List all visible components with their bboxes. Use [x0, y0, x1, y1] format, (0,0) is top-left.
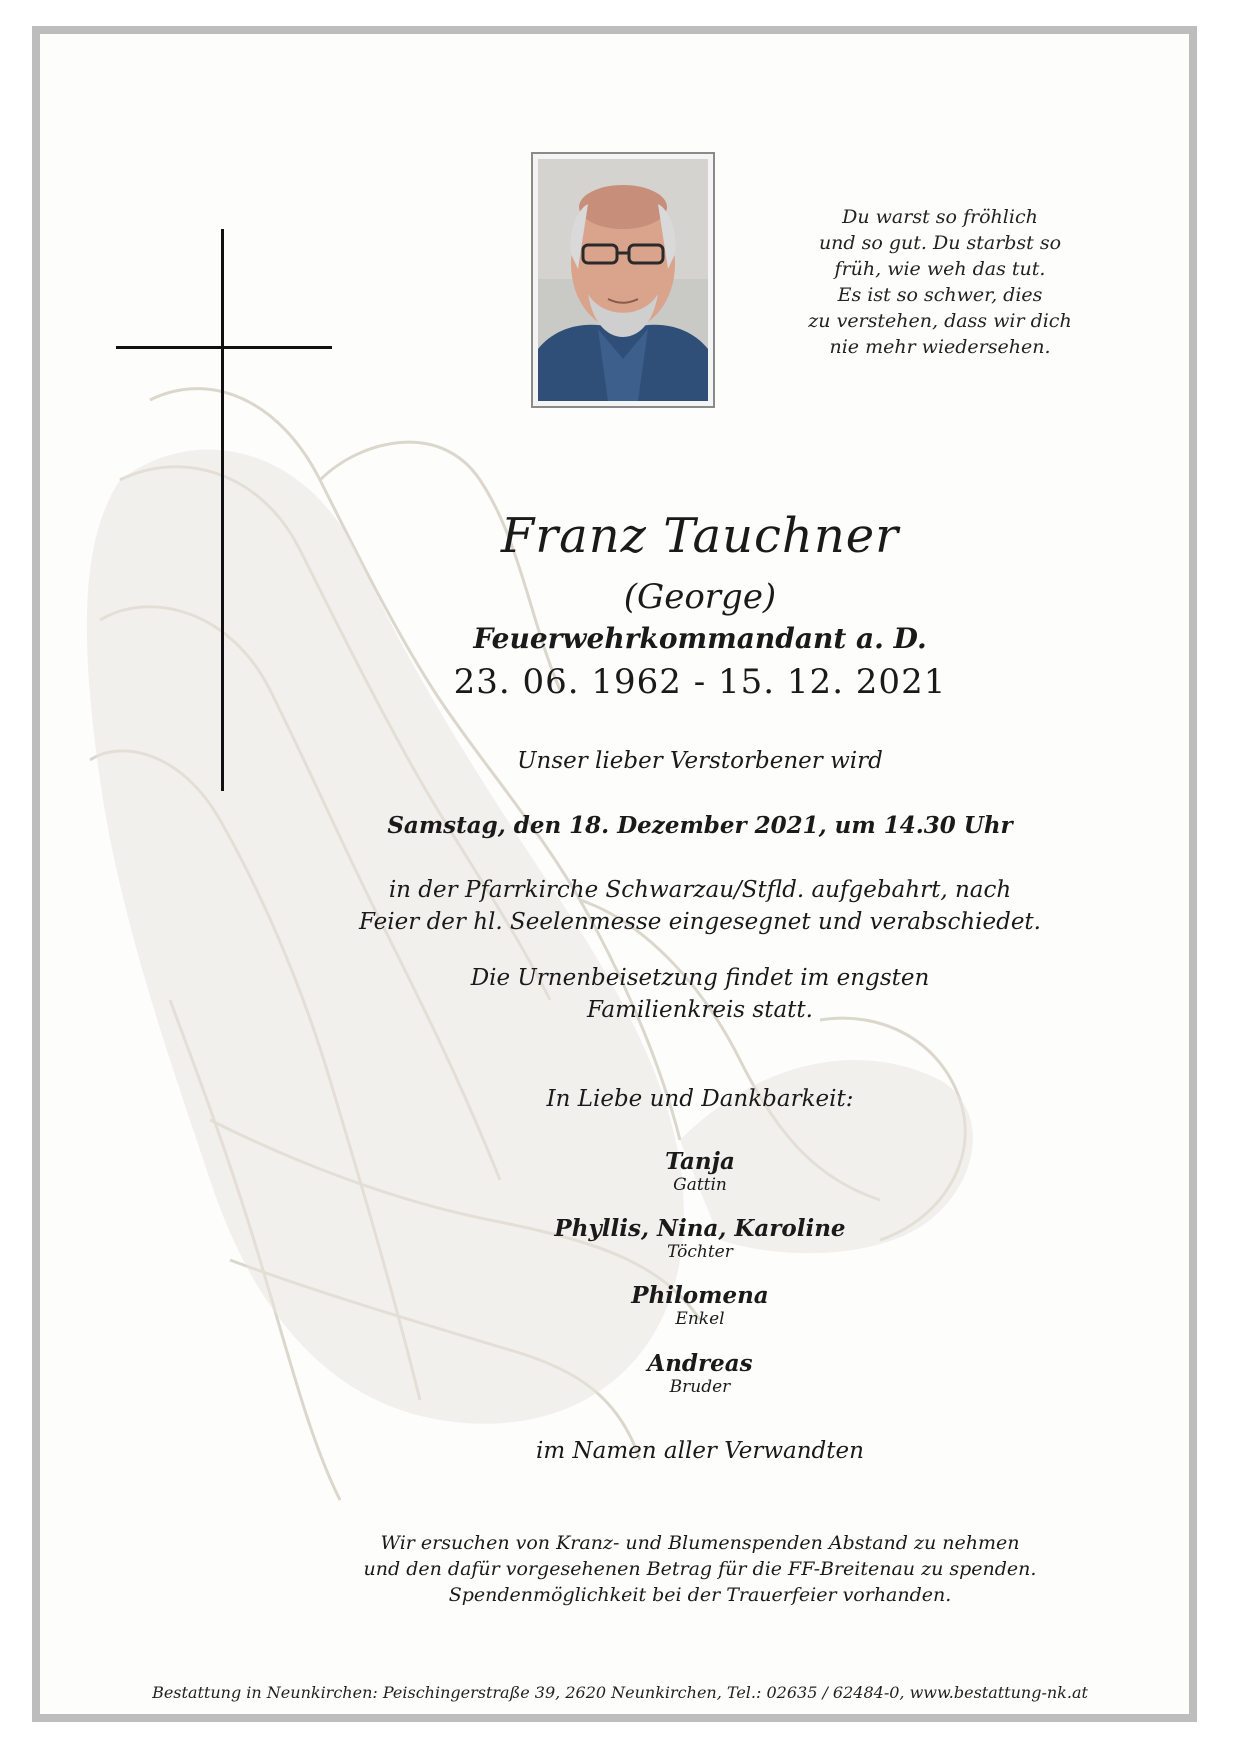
donation-line: Wir ersuchen von Kranz- und Blumenspenden Abstand zu nehmen — [380, 1532, 1020, 1554]
poem-line: früh, wie weh das tut. — [834, 258, 1046, 280]
relative-entry — [250, 1350, 1150, 1397]
poem — [790, 204, 1090, 360]
deceased-nickname: (George) — [623, 577, 777, 617]
urn-burial-note — [250, 962, 1150, 1026]
gratitude-heading: In Liebe und Dankbarkeit: — [546, 1086, 854, 1112]
deceased-name: Franz Tauchner — [500, 508, 900, 564]
location-line: Feier der hl. Seelenmesse eingesegnet und verabschiedet. — [358, 909, 1041, 935]
relative-role: Bruder — [669, 1377, 731, 1397]
donation-note — [250, 1530, 1150, 1608]
portrait-photo — [531, 152, 715, 408]
ceremony-date-time: Samstag, den 18. Dezember 2021, um 14.30 Uhr — [387, 812, 1013, 839]
funeral-home-footer: Bestattung in Neunkirchen: Peischingerstraße 39, 2620 Neunkirchen, Tel.: 02635 / 62484-0, www.bestattung-nk.at — [152, 1683, 1088, 1702]
relative-entry — [250, 1282, 1150, 1329]
urn-line: Familienkreis statt. — [587, 997, 813, 1023]
location-line: in der Pfarrkirche Schwarzau/Stfld. aufgebahrt, nach — [388, 877, 1012, 903]
relative-name: Philomena — [631, 1282, 769, 1309]
relative-name: Andreas — [647, 1350, 753, 1377]
relative-name: Tanja — [665, 1148, 735, 1175]
poem-line: Es ist so schwer, dies — [837, 284, 1043, 306]
relative-role: Enkel — [675, 1309, 725, 1329]
relative-entry — [250, 1148, 1150, 1195]
donation-line: und den dafür vorgesehenen Betrag für die FF-Breitenau zu spenden. — [363, 1558, 1037, 1580]
relative-name: Phyllis, Nina, Karoline — [554, 1215, 846, 1242]
poem-line: Du warst so fröhlich — [842, 206, 1038, 228]
relative-role: Gattin — [673, 1175, 727, 1195]
urn-line: Die Urnenbeisetzung findet im engsten — [470, 965, 930, 991]
intro-text: Unser lieber Verstorbener wird — [517, 748, 883, 774]
ceremony-location — [250, 874, 1150, 938]
relative-entry — [250, 1215, 1150, 1262]
cross-vertical-bar — [221, 229, 224, 791]
life-dates: 23. 06. 1962 - 15. 12. 2021 — [453, 662, 947, 702]
relative-role: Töchter — [667, 1242, 733, 1262]
donation-line: Spendenmöglichkeit bei der Trauerfeier vorhanden. — [448, 1584, 952, 1606]
poem-line: und so gut. Du starbst so — [818, 232, 1062, 254]
deceased-title: Feuerwehrkommandant a. D. — [473, 622, 927, 655]
cross-horizontal-bar — [116, 346, 332, 349]
poem-line: nie mehr wiedersehen. — [829, 336, 1051, 358]
poem-line: zu verstehen, dass wir dich — [808, 310, 1072, 332]
closing-text: im Namen aller Verwandten — [536, 1438, 864, 1464]
portrait-image — [538, 159, 708, 401]
